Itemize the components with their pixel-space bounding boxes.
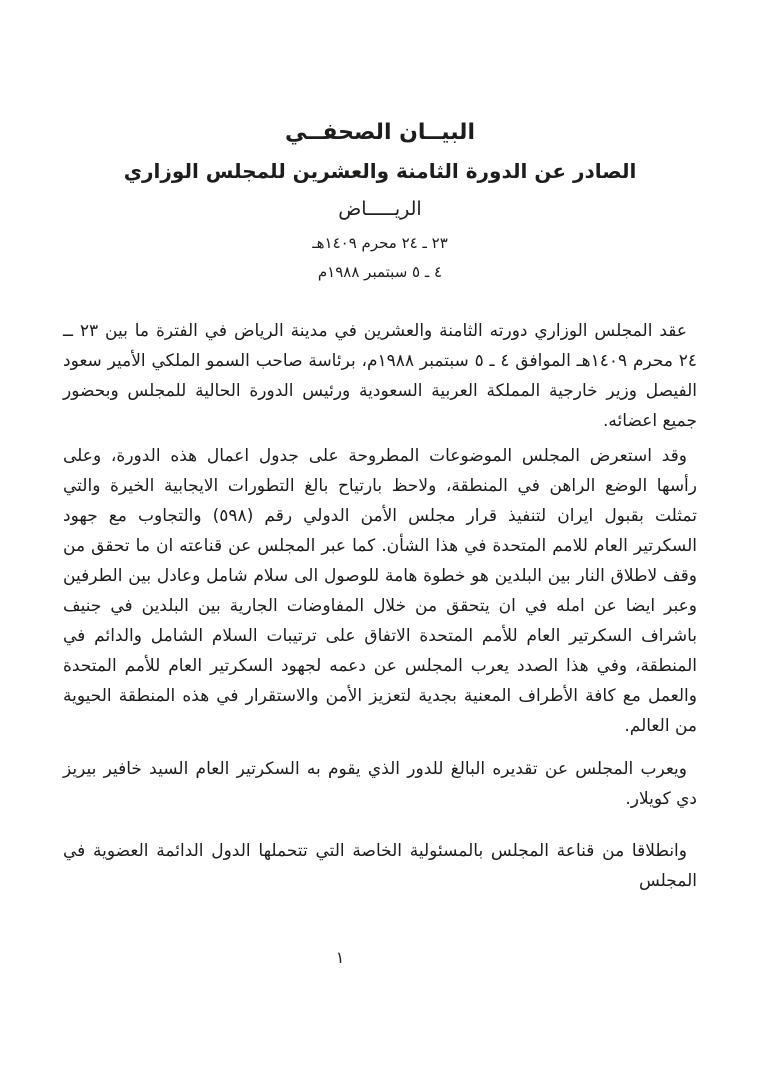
session-subtitle: الصادر عن الدورة الثامنة والعشرين للمجلس الوزاري [123, 159, 637, 183]
document-body [63, 316, 697, 896]
press-statement-title: البيــان الصحفــي [285, 120, 475, 145]
body-paragraph: وقد استعرض المجلس الموضوعات المطروحة على جدول اعمال هذه الدورة، وعلى رأسها الوضع الراهن في المنطقة، ولاحظ بارتياح بالغ التطورات الايجابية الخيرة والتي تمثلت بقبول ايران لتنفيذ قرار مجلس الأمن الدولي رقم (٥٩٨) والتجاوب مع جهود السكرتير العام للامم المتحدة في هذا الشأن. كما عبر المجلس عن قناعته ان ما تحقق من وقف لاطلاق النار بين البلدين هو خطوة هامة للوصول الى سلام شامل وعادل بين الطرفين وعبر ايضا عن امله في ان يتحقق من خلال المفاوضات الجارية بين البلدين في جنيف باشراف السكرتير العام للأمم المتحدة الاتفاق على ترتيبات السلام الشامل والدائم في المنطقة، وفي هذا الصدد يعرب المجلس عن دعمه لجهود السكرتير العام للأمم المتحدة والعمل مع كافة الأطراف المعنية بجدية لتعزيز الأمن والاستقرار في هذه المنطقة الحيوية من العالم. [63, 446, 697, 736]
body-paragraph: عقد المجلس الوزاري دورته الثامنة والعشرين في مدينة الرياض في الفترة ما بين ٢٣ ــ ٢٤ محرم ١٤٠٩هـ الموافق ٤ ـ ٥ سبتمبر ١٩٨٨م، برئاسة صاحب السمو الملكي الأمير سعود الفيصل وزير خارجية المملكة العربية السعودية ورئيس الدورة الحالية للمجلس وبحضور جميع اعضائه. [63, 321, 698, 431]
location-line: الريـــــاض [338, 198, 422, 220]
document-header [63, 118, 697, 283]
hijri-date-line: ٢٣ ـ ٢٤ محرم ١٤٠٩هـ [312, 234, 448, 252]
body-paragraph: وانطلاقا من قناعة المجلس بالمسئولية الخاصة التي تتحملها الدول الدائمة العضوية في المجلس [63, 841, 697, 891]
gregorian-date-line: ٤ ـ ٥ سبتمبر ١٩٨٨م [317, 263, 443, 281]
page-number: ١ [335, 948, 345, 967]
body-paragraph: ويعرب المجلس عن تقديره البالغ للدور الذي يقوم به السكرتير العام السيد خافير بيريز دي كويلار. [63, 759, 697, 809]
page-footer [0, 948, 680, 967]
